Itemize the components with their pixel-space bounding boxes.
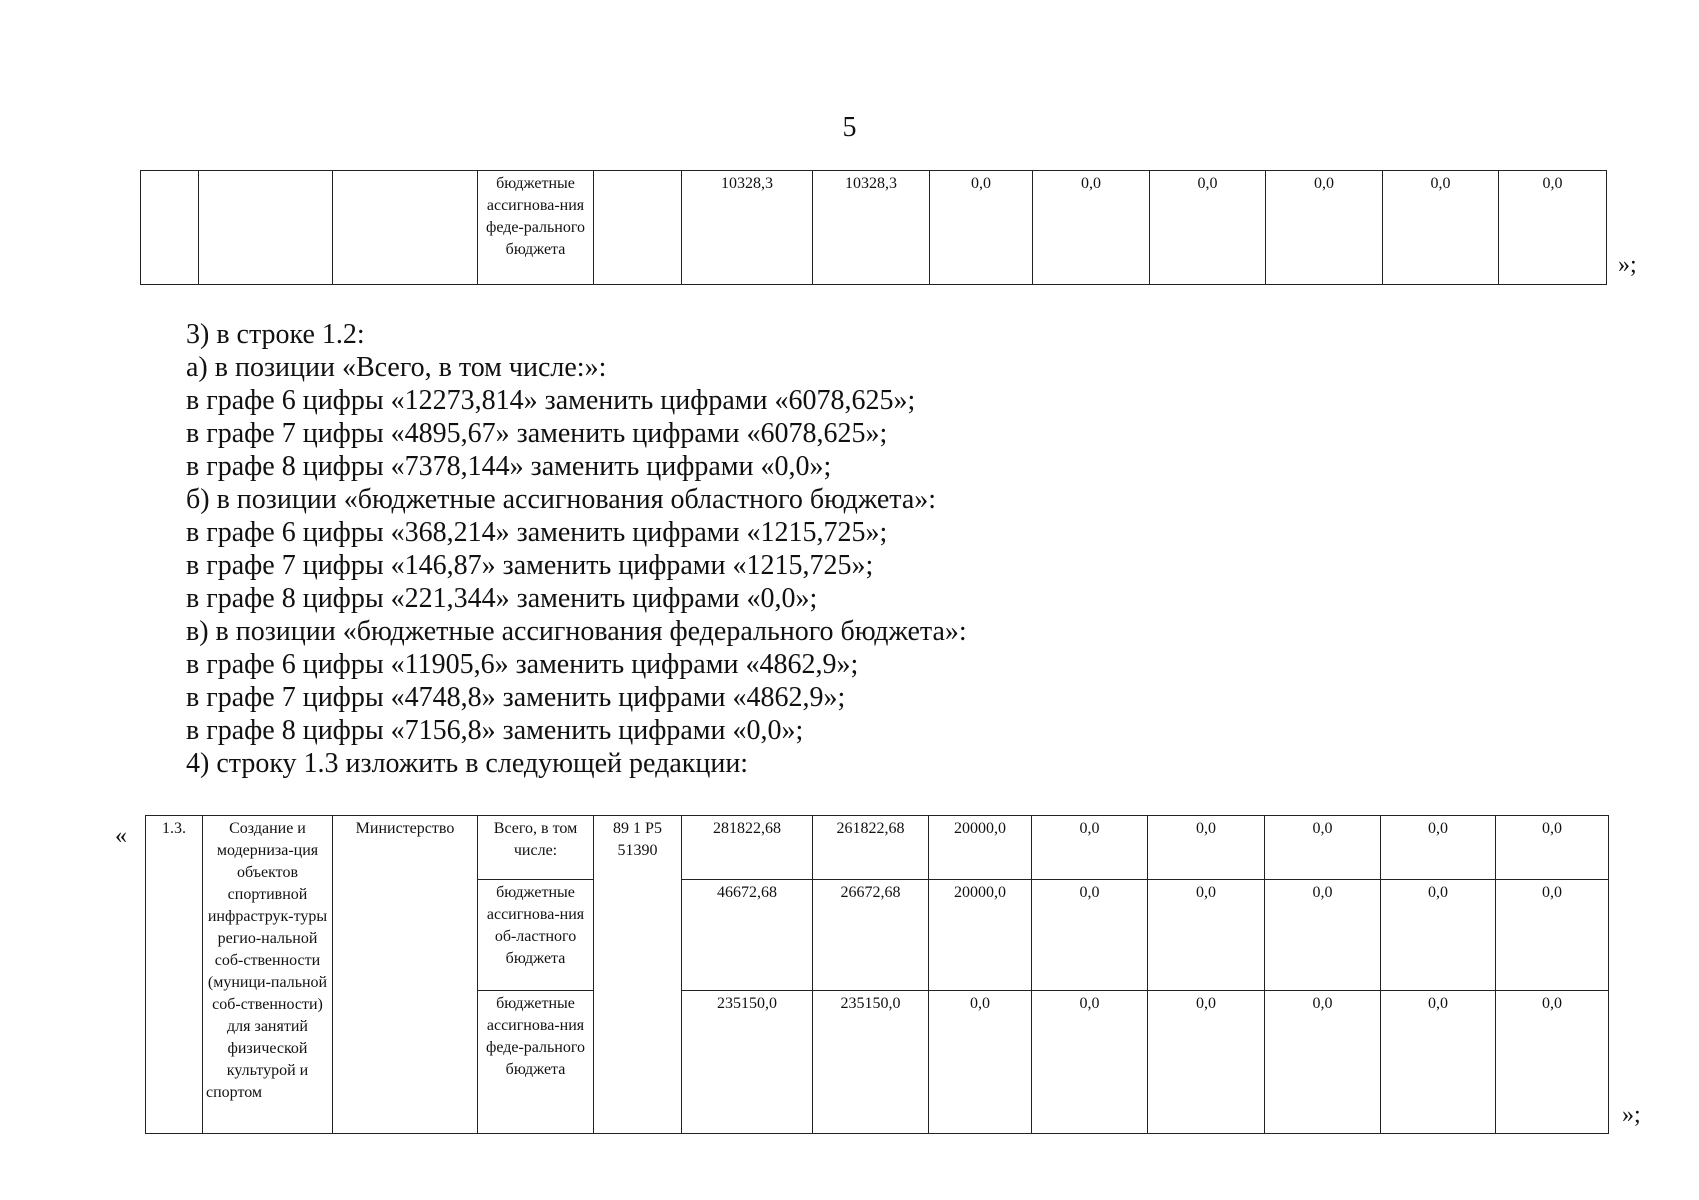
source-cell: бюджетные ассигнова-ния об-ластного бюджета [478,880,594,991]
instruction-line: в графе 7 цифры «4748,8» заменить цифрами «4862,9»; [186,682,846,713]
value-cell: 10328,3 [813,171,930,285]
table-row [141,171,1607,285]
value-cell: 0,0 [1496,991,1609,1134]
value-cell: 0,0 [1265,880,1381,991]
page-number: 5 [842,112,857,143]
value-cell: 0,0 [1266,171,1383,285]
table-cell [594,171,682,285]
instruction-line: 4) строку 1.3 изложить в следующей редакции: [186,748,749,779]
value-cell: 20000,0 [929,816,1032,880]
subject-cell: Создание и модерниза-ция объектов спортивной инфраструк-туры регио-нальной соб-ственности (муници-пальной соб-ственности) для занятий физической культурой и спортом [203,816,333,1134]
instruction-line: в графе 6 цифры «11905,6» заменить цифрами «4862,9»; [186,649,859,680]
instruction-line: б) в позиции «бюджетные ассигнования областного бюджета»: [186,484,937,515]
value-cell: 0,0 [1148,880,1265,991]
value-cell: 20000,0 [929,880,1032,991]
value-cell: 281822,68 [682,816,813,880]
executor-cell: Министерство [333,816,478,1134]
value-cell: 0,0 [1499,171,1607,285]
value-cell: 235150,0 [682,991,813,1134]
row-number-cell: 1.3. [146,816,203,1134]
table-cell [141,171,199,285]
value-cell: 0,0 [1033,171,1150,285]
value-cell: 0,0 [1032,991,1148,1134]
instruction-line: в графе 8 цифры «221,344» заменить цифрами «0,0»; [186,583,818,614]
source-cell: Всего, в том числе: [478,816,594,880]
instruction-list [186,318,1486,780]
value-cell: 0,0 [1032,816,1148,880]
source-cell: бюджетные ассигнова-ния феде-рального бюджета [478,991,594,1134]
value-cell: 0,0 [1148,991,1265,1134]
instruction-line: в графе 7 цифры «146,87» заменить цифрами «1215,725»; [186,550,874,581]
value-cell: 10328,3 [682,171,813,285]
value-cell: 0,0 [929,991,1032,1134]
value-cell: 261822,68 [813,816,929,880]
value-cell: 0,0 [1381,816,1496,880]
value-cell: 0,0 [1265,816,1381,880]
instruction-line: 3) в строке 1.2: [186,319,365,350]
value-cell: 0,0 [1148,816,1265,880]
opening-quote-mark: « [115,823,127,849]
value-cell: 0,0 [1381,880,1496,991]
code-cell: 89 1 Р5 51390 [594,816,682,1134]
closing-quote-mark: »; [1622,1102,1641,1128]
value-cell: 0,0 [1265,991,1381,1134]
instruction-line: в графе 8 цифры «7156,8» заменить цифрами «0,0»; [186,715,804,746]
value-cell: 0,0 [1496,816,1609,880]
table-cell [333,171,478,285]
top-table [140,170,1607,285]
table-cell [199,171,333,285]
value-cell: 0,0 [1032,880,1148,991]
value-cell: 0,0 [930,171,1033,285]
value-cell: 0,0 [1383,171,1499,285]
value-cell: 235150,0 [813,991,929,1134]
instruction-line: а) в позиции «Всего, в том числе:»: [186,352,607,383]
closing-quote-mark: »; [1618,252,1637,278]
value-cell: 46672,68 [682,880,813,991]
instruction-line: в графе 7 цифры «4895,67» заменить цифрами «6078,625»; [186,418,888,449]
table-row [146,816,1609,880]
instruction-line: в) в позиции «бюджетные ассигнования федерального бюджета»: [186,616,967,647]
value-cell: 0,0 [1150,171,1266,285]
value-cell: 0,0 [1381,991,1496,1134]
instruction-line: в графе 6 цифры «12273,814» заменить цифрами «6078,625»; [186,385,916,416]
instruction-line: в графе 8 цифры «7378,144» заменить цифрами «0,0»; [186,451,832,482]
instruction-line: в графе 6 цифры «368,214» заменить цифрами «1215,725»; [186,517,888,548]
bottom-table [145,815,1609,1134]
value-cell: 0,0 [1496,880,1609,991]
source-cell: бюджетные ассигнова-ния феде-рального бюджета [478,171,594,285]
value-cell: 26672,68 [813,880,929,991]
